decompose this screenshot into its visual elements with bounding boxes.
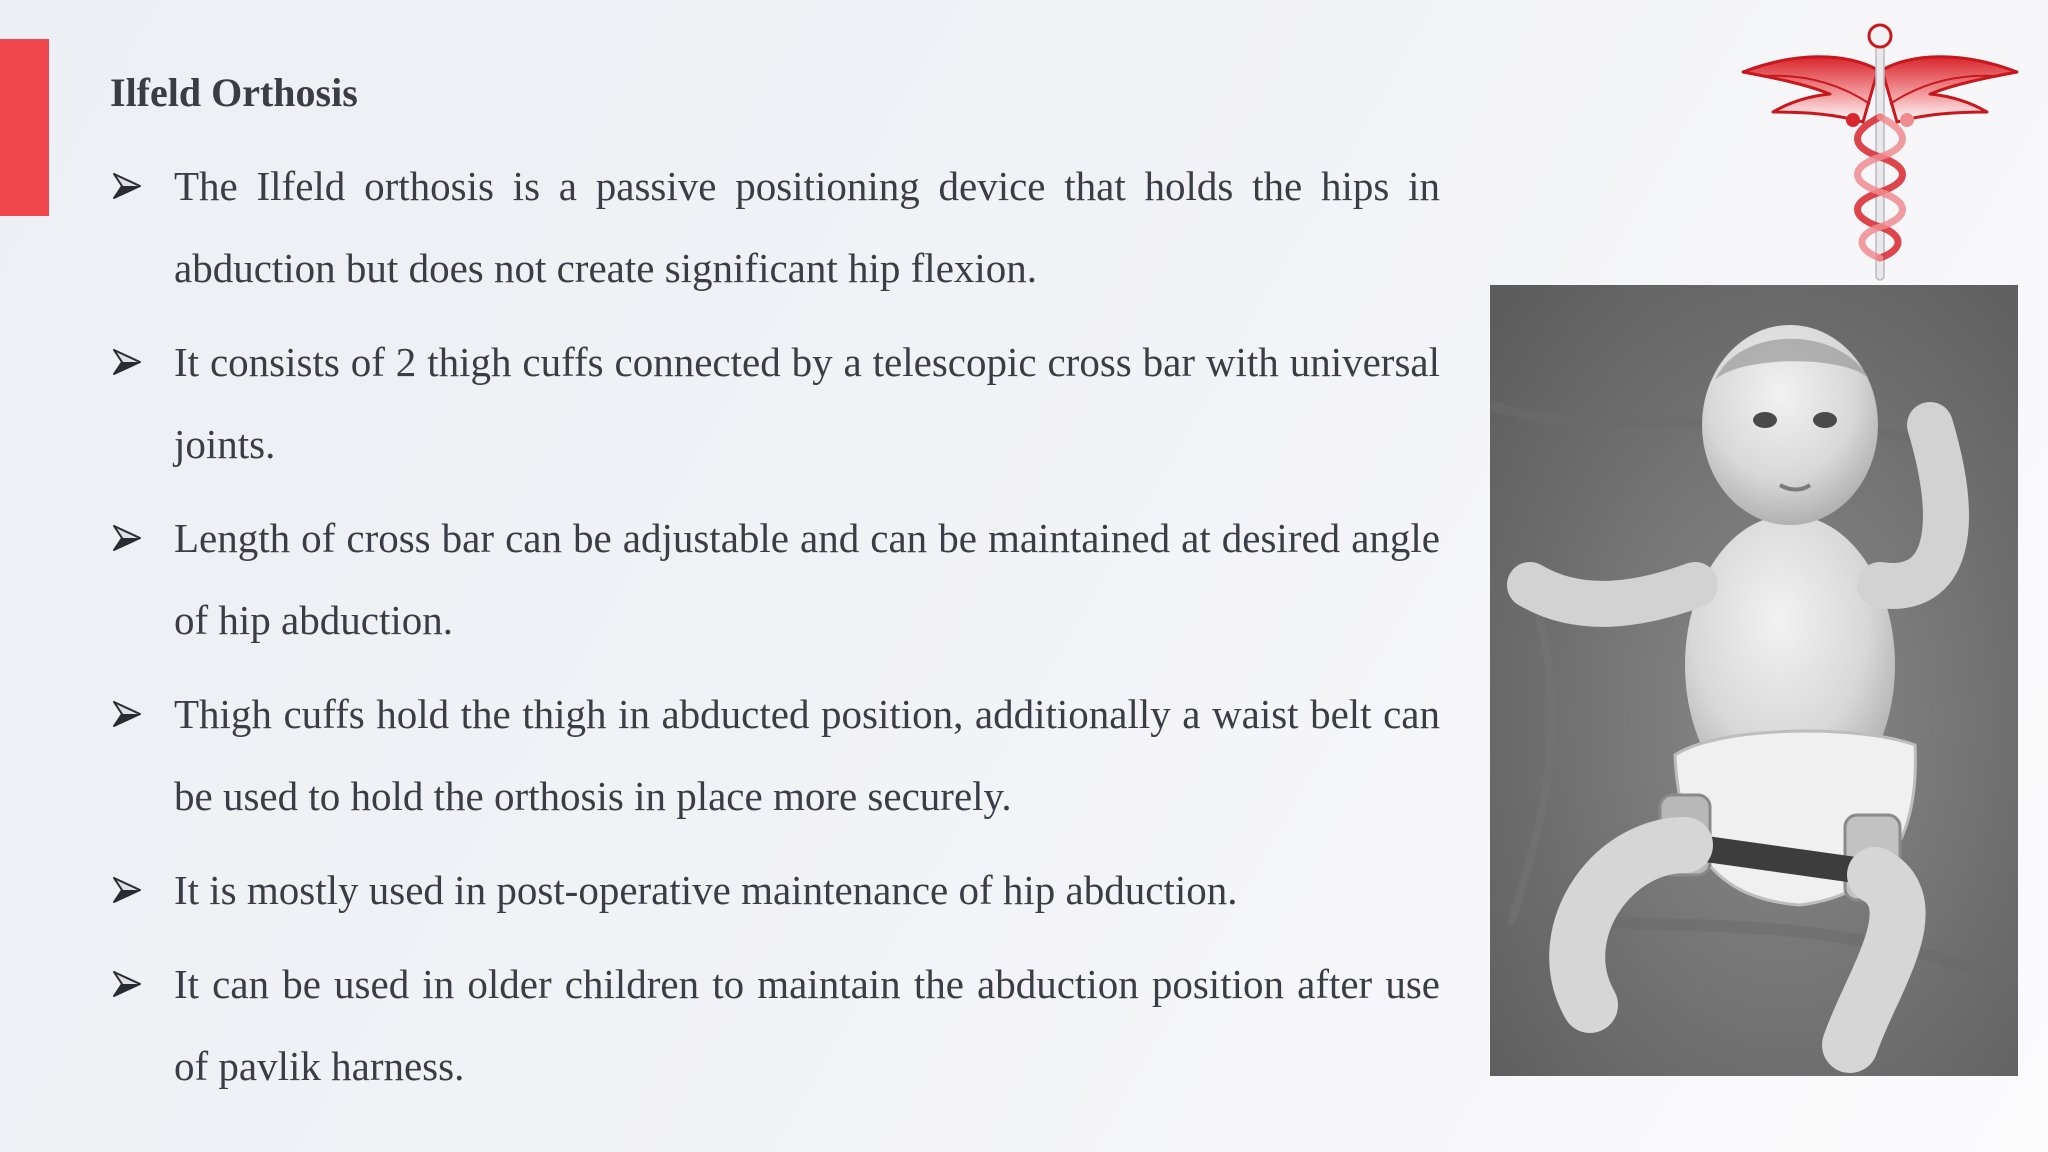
bullet-text: It is mostly used in post-operative maintenance of hip abduction. [174, 867, 1238, 913]
bullet-text: It can be used in older children to maintain the abduction position after use of pavlik harness. [174, 961, 1440, 1089]
arrowhead-bullet-icon [110, 497, 144, 579]
bullet-item [110, 943, 1440, 1107]
accent-bar [0, 39, 49, 216]
bullet-item [110, 673, 1440, 837]
bullet-item [110, 849, 1440, 931]
bullet-text: Thigh cuffs hold the thigh in abducted position, additionally a waist belt can be used to hold the orthosis in place more securely. [174, 691, 1440, 819]
bullet-text: The Ilfeld orthosis is a passive positioning device that holds the hips in abduction but does not create significant hip flexion. [174, 163, 1440, 291]
bullet-item [110, 497, 1440, 661]
slide-title: Ilfeld Orthosis [110, 70, 358, 115]
bullet-item [110, 145, 1440, 309]
bullet-item [110, 321, 1440, 485]
arrowhead-bullet-icon [110, 849, 144, 931]
arrowhead-bullet-icon [110, 943, 144, 1025]
bullet-text: Length of cross bar can be adjustable and can be maintained at desired angle of hip abduction. [174, 515, 1440, 643]
arrowhead-bullet-icon [110, 673, 144, 755]
infant-wearing-ilfeld-orthosis-photo [1490, 285, 2018, 1076]
bullet-list [110, 145, 1440, 1119]
arrowhead-bullet-icon [110, 145, 144, 227]
arrowhead-bullet-icon [110, 321, 144, 403]
bullet-text: It consists of 2 thigh cuffs connected by a telescopic cross bar with universal joints. [174, 339, 1440, 467]
caduceus-logo [1735, 22, 2025, 287]
